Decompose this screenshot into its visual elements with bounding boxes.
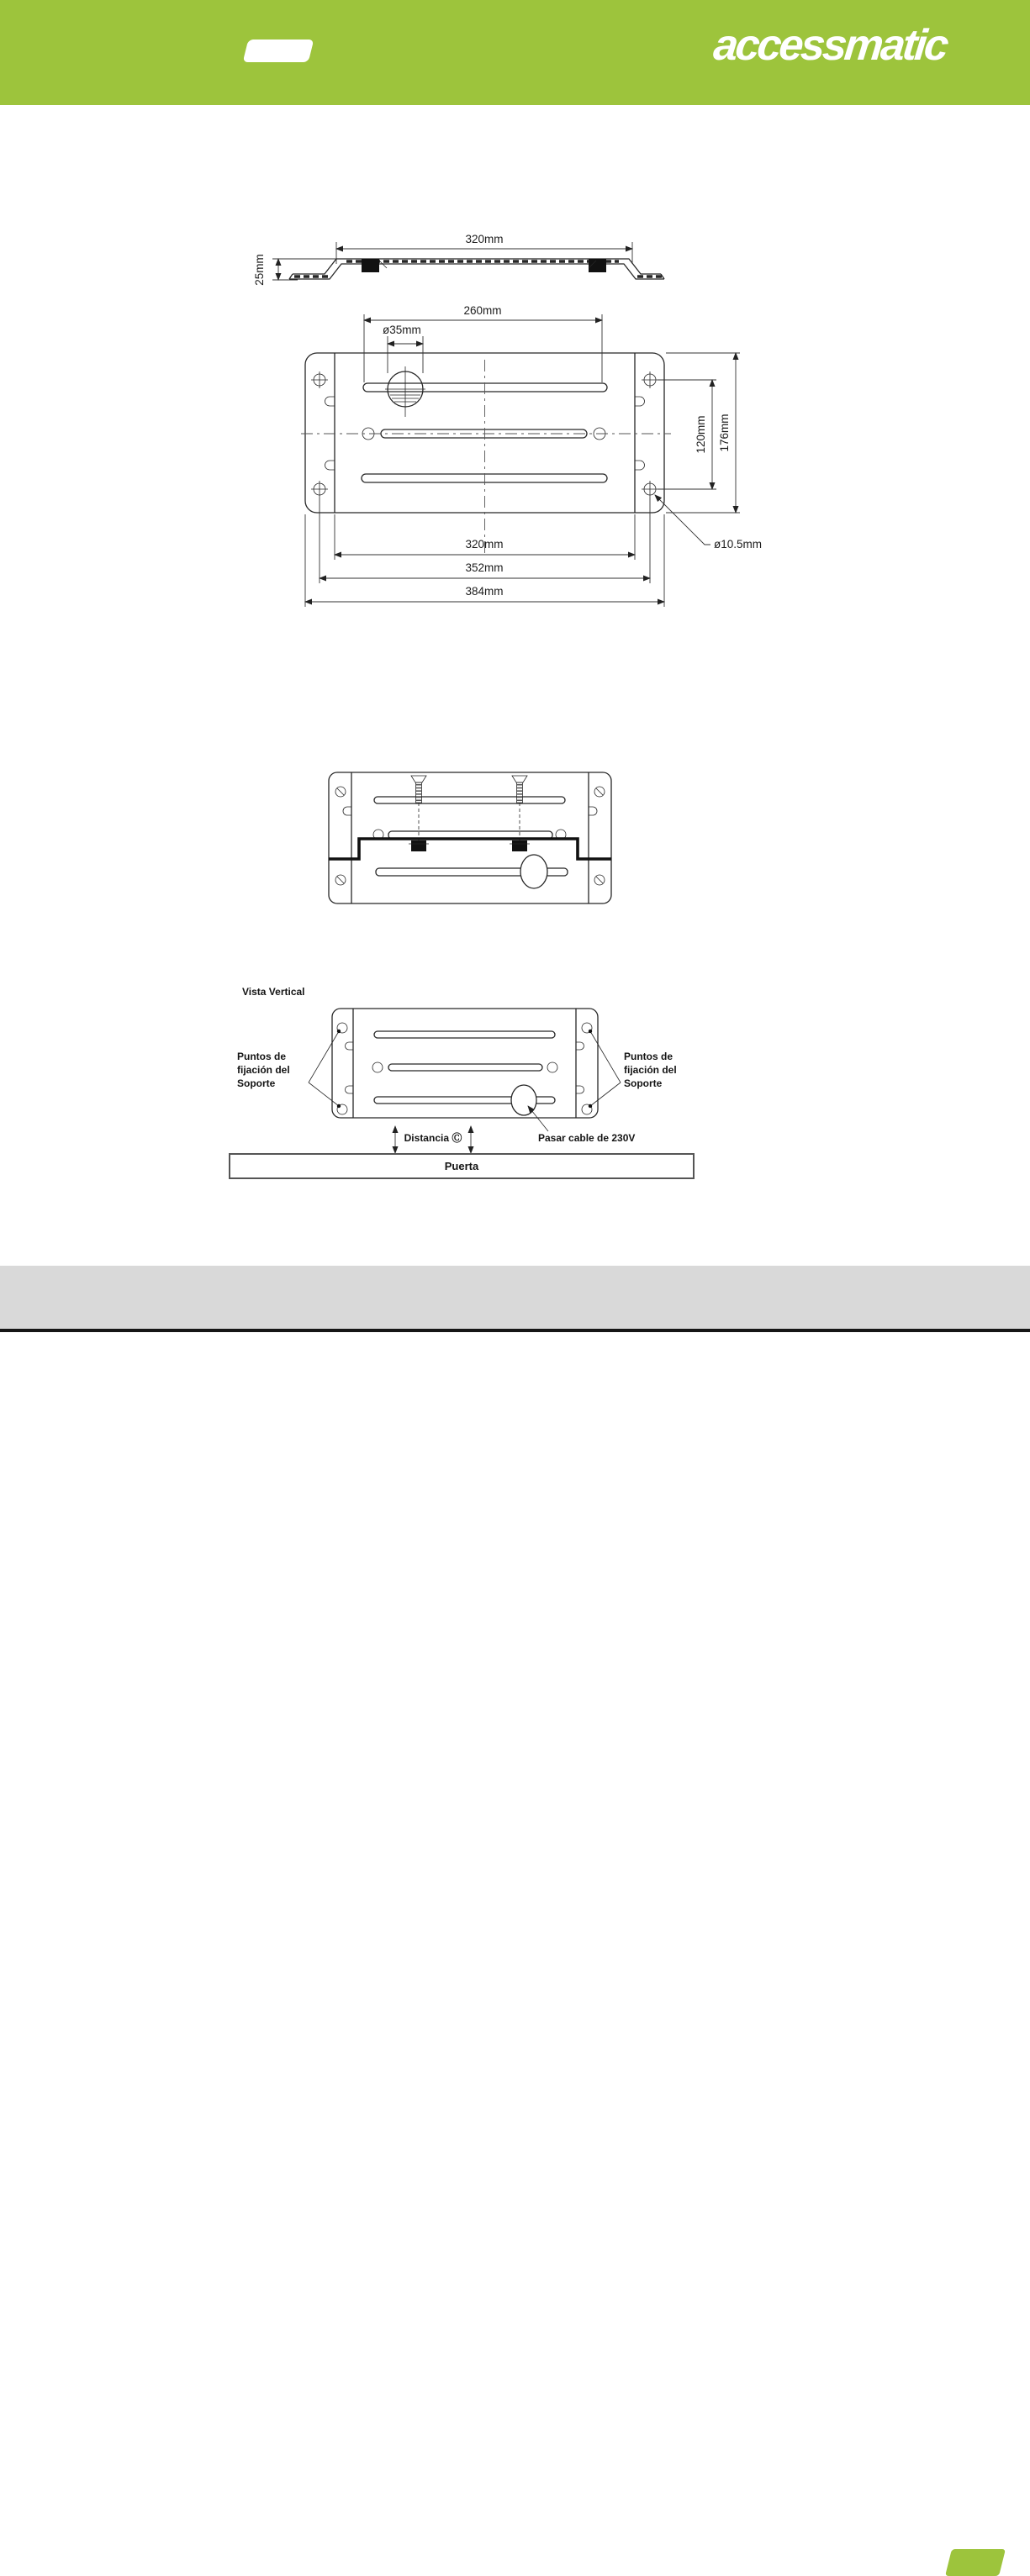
footer-page-badge (945, 2549, 1006, 2576)
dim-label: 176mm (718, 414, 731, 452)
brand-logo: accessmatic (710, 21, 949, 70)
footer-band (0, 1266, 1030, 1332)
bottom-slot (362, 474, 607, 482)
dim-label: ø10.5mm (714, 538, 763, 550)
door (230, 1154, 694, 1178)
door-label: Puerta (444, 1160, 479, 1172)
plan-view-drawing (301, 304, 762, 607)
dimension-35mm (383, 324, 423, 373)
dim-label: 260mm (463, 304, 502, 317)
dim-label: 384mm (465, 585, 504, 598)
svg-text:Puntos de: Puntos de (237, 1051, 287, 1062)
bracket-profile (289, 259, 664, 279)
distance-c-dimension (395, 1126, 471, 1153)
top-slot (374, 1031, 555, 1038)
top-slot (374, 797, 565, 803)
dim-label: ø35mm (383, 324, 421, 336)
middle-slot (388, 1064, 542, 1071)
dim-label: 25mm (253, 254, 266, 286)
cable-label: Pasar cable de 230V (538, 1132, 636, 1144)
header-badge (243, 40, 314, 62)
dim-label: 320mm (465, 538, 504, 550)
screw-assembly-drawing (329, 772, 611, 903)
svg-text:Soporte: Soporte (624, 1077, 663, 1089)
svg-text:fijación del: fijación del (624, 1064, 677, 1076)
dimension-10-5mm (655, 495, 762, 550)
dimension-260mm (364, 304, 602, 382)
vertical-view-drawing (230, 986, 694, 1178)
right-fixing-note (590, 1031, 677, 1106)
section-profile-line (329, 839, 611, 859)
side-profile-drawing (253, 233, 664, 286)
svg-text:Puntos de: Puntos de (624, 1051, 673, 1062)
bracket-plate (332, 1009, 598, 1118)
cable-hole (511, 1085, 536, 1115)
notch (325, 461, 335, 470)
svg-text:Soporte: Soporte (237, 1077, 276, 1089)
top-slot (363, 383, 607, 392)
dim-label: 320mm (465, 233, 504, 245)
notch (325, 397, 335, 406)
header-band (0, 0, 1030, 105)
dimension-25mm (253, 254, 336, 286)
dim-label: 120mm (695, 415, 707, 454)
distance-label: Distancia Ⓒ (404, 1132, 462, 1144)
dimension-120mm (658, 380, 716, 489)
left-fixing-note (237, 1031, 339, 1106)
cable-note (528, 1106, 635, 1144)
svg-text:fijación del: fijación del (237, 1064, 290, 1076)
notch (635, 461, 645, 470)
notch (635, 397, 645, 406)
nut-block-left (362, 259, 379, 272)
figure-title: Vista Vertical (242, 986, 305, 998)
cable-hole (520, 855, 547, 888)
dim-label: 352mm (465, 561, 504, 574)
